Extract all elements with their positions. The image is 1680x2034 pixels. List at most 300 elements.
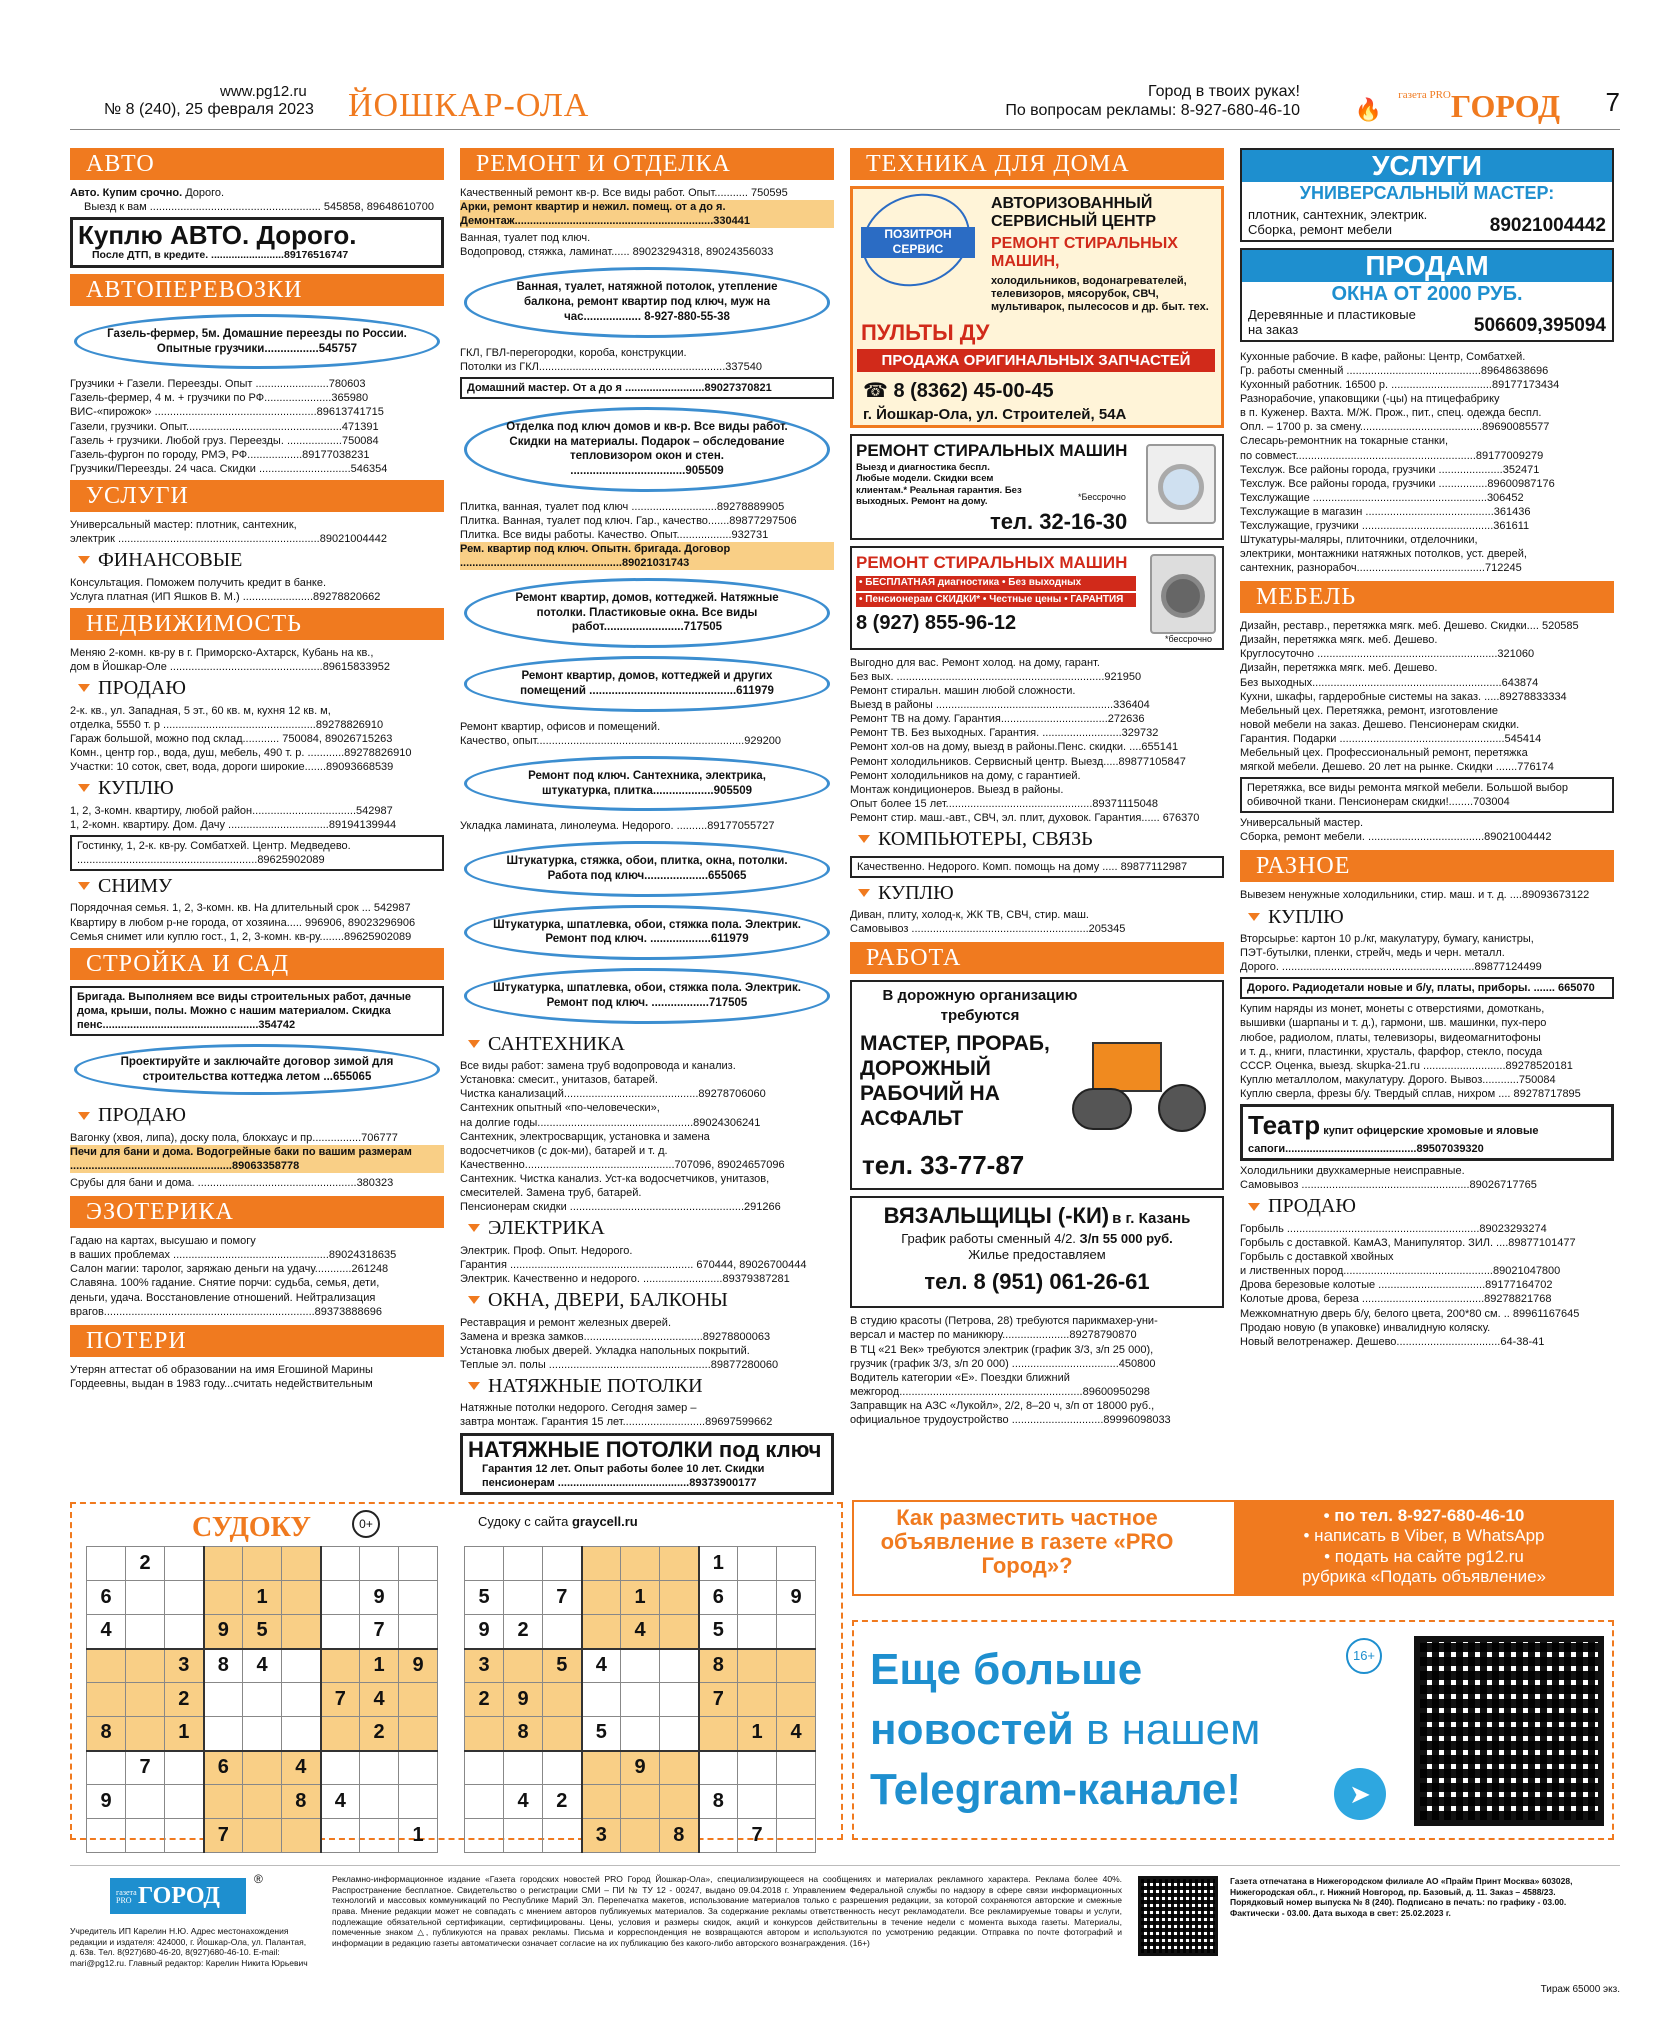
ad-line: Гордеевны, выдан в 1983 году...считать недействительным <box>70 1377 373 1390</box>
ad-line: Мебельный цех. Профессиональный ремонт, перетяжка <box>1240 746 1528 759</box>
master-title: УНИВЕРСАЛЬНЫЙ МАСТЕР: <box>1299 183 1555 203</box>
ad-line: в ваших проблемах ...................................................89024318635 <box>70 1249 397 1262</box>
ad-line: Универсальный мастер: плотник, сантехник, <box>70 518 297 531</box>
ad-line: Ремонт ТВ на дому. Гарантия...................................272636 <box>850 713 1145 726</box>
ad-line: Самовывоз ..........................................................205345 <box>850 923 1126 936</box>
sudoku-cell[interactable] <box>738 1785 777 1819</box>
sudoku-cell: 5 <box>699 1615 738 1649</box>
ad-line: деньги, удача. Восстановление отношений. Нейтрализация <box>70 1291 376 1304</box>
box-title: Куплю АВТО. Дорого. <box>78 220 357 251</box>
ad-line: по совмест...........................................................89177009279 <box>1240 449 1544 462</box>
sudoku-cell[interactable] <box>360 1819 399 1853</box>
ad-line: Ванная, туалет под ключ. <box>460 232 591 245</box>
ad-line: Опыт более 15 лет................................................89371115048 <box>850 797 1159 810</box>
ad-line: Техслуж. Все районы города, грузчики .....................352471 <box>1240 463 1540 476</box>
ad-line: Кухонный работник. 16500 р. .................................89177173434 <box>1240 379 1560 392</box>
oval-ad-transport: Газель-фермер, 5м. Домашние переезды по России. Опытные грузчики.................545757 <box>74 314 440 369</box>
sudoku-cell[interactable] <box>243 1547 282 1581</box>
sudoku-cell[interactable] <box>699 1717 738 1751</box>
knit-city: в г. Казань <box>1112 1210 1191 1228</box>
tg-news: новостей <box>870 1705 1074 1754</box>
ad-line: 2-к. кв., ул. Западная, 5 эт., 60 кв. м, кухня 12 кв. м, <box>70 704 331 717</box>
footer-qr-icon[interactable] <box>1138 1876 1218 1956</box>
sudoku-cell[interactable] <box>777 1785 816 1819</box>
sudoku-cell[interactable] <box>204 1785 243 1819</box>
sudoku-cell[interactable] <box>582 1547 621 1581</box>
sudoku-cell[interactable] <box>543 1819 582 1853</box>
sudoku-cell[interactable] <box>321 1751 360 1785</box>
sudoku-row <box>87 1581 438 1615</box>
section-work: РАБОТА <box>850 942 1224 974</box>
sudoku-cell[interactable] <box>504 1649 543 1683</box>
sudoku-cell[interactable] <box>621 1819 660 1853</box>
oval-ad-cottages: Ремонт квартир, домов, коттеджей и других помещений ..............................................611979 <box>464 656 830 711</box>
ad-line: электрики, монтажники натяжных потолков, уст. дверей, <box>1240 548 1527 561</box>
sudoku-cell[interactable] <box>87 1751 126 1785</box>
oval-ad-plaster-2: Штукатурка, шпатлевка, обои, стяжка пола. Электрик. Ремонт под ключ. ...................611979 <box>464 905 830 960</box>
ad-line: Газель-фургон по городу, РМЭ, РФ..................89177038231 <box>70 448 370 461</box>
sudoku-cell[interactable] <box>399 1751 438 1785</box>
repair-ads-6 <box>460 819 834 833</box>
sudoku-cell[interactable] <box>699 1751 738 1785</box>
windows-lines: Деревянные и пластиковые на заказ <box>1248 307 1416 337</box>
sudoku-cell[interactable] <box>165 1785 204 1819</box>
subsection-rent: СНИМУ <box>70 874 444 900</box>
sudoku-block <box>70 1502 843 1846</box>
footer-copies: Тираж 65000 экз. <box>1540 1984 1620 1995</box>
tg-line-1: Еще больше <box>870 1645 1143 1694</box>
sudoku-cell[interactable] <box>543 1683 582 1717</box>
sudoku-cell[interactable] <box>543 1717 582 1751</box>
sudoku-cell[interactable] <box>777 1649 816 1683</box>
qr-code-icon[interactable] <box>1414 1636 1604 1826</box>
ad-line: Установка любых дверей. Укладка напольных покрытий. <box>460 1344 750 1357</box>
issue-info: № 8 (240), 25 февраля 2023 <box>104 101 314 118</box>
sudoku-row <box>465 1683 816 1717</box>
sudoku-cell[interactable] <box>204 1717 243 1751</box>
ad-line: ПЭТ-бутылки, пленки, стрейч, медь и черн. металл. <box>1240 947 1505 960</box>
sudoku-cell[interactable] <box>360 1785 399 1819</box>
ad-line: Водитель категории «Е». Поездки ближний <box>850 1371 1070 1384</box>
promo-phone[interactable]: • по тел. 8-927-680-46-10 <box>1323 1506 1525 1525</box>
ad-line: Новый велотренажер. Дешево..................................64-38-41 <box>1240 1335 1545 1348</box>
ad-line: Потолки из ГКЛ.............................................................337540 <box>460 360 762 373</box>
ad-line: Участки: 10 соток, свет, вода, дороги широкие.......89093668539 <box>70 760 394 773</box>
sudoku-cell: 9 <box>621 1751 660 1785</box>
job-ads <box>1240 350 1614 575</box>
ad-line: Ремонт хол-ов на дому, выезд в районы.Пенс. скидки. ....655141 <box>850 741 1179 754</box>
age-rating: 0+ <box>352 1510 380 1538</box>
column-1 <box>70 148 444 1391</box>
sudoku-cell[interactable] <box>282 1581 321 1615</box>
slogan-text: Город в твоих руках! <box>1147 83 1300 100</box>
ad-line: Горбыль с доставкой. КамАЗ, Манипулятор. ЗИЛ. ....89877101477 <box>1240 1237 1576 1250</box>
ad-phone: Выезд к вам ........................................................ 545858, 89648610700 <box>84 201 435 214</box>
ad-line: электрик ..................................................................89021004442 <box>70 532 388 545</box>
ad-line: Электрик. Проф. Опыт. Недорого. <box>460 1244 633 1257</box>
ad-line: Все виды работ: замена труб водопровода и канализ. <box>460 1060 736 1073</box>
sudoku-cell[interactable] <box>504 1751 543 1785</box>
sudoku-title: СУДОКУ <box>192 1512 311 1543</box>
ad-line: Вагонку (хвоя, липа), доску пола, блокхаус и пр................706777 <box>70 1131 398 1144</box>
sudoku-cell[interactable] <box>465 1819 504 1853</box>
ad-line: вышивки (шарпаны и т. д.), гармони, шв. машинки, пух-перо <box>1240 1017 1547 1030</box>
sudoku-row <box>465 1547 816 1581</box>
sudoku-cell[interactable] <box>465 1751 504 1785</box>
telegram-banner <box>852 1620 1614 1840</box>
knit-heading <box>860 1202 1214 1230</box>
promo-banner <box>852 1500 1614 1596</box>
sudoku-cell[interactable] <box>582 1751 621 1785</box>
ad-line: Без выходных..............................................................643874 <box>1240 676 1539 689</box>
sudoku-cell: 8 <box>504 1717 543 1751</box>
subsection-windows: ОКНА, ДВЕРИ, БАЛКОНЫ <box>460 1288 834 1314</box>
sudoku-cell[interactable] <box>660 1751 699 1785</box>
oval-ad-turnkey: Ремонт под ключ. Сантехника, электрика, штукатурка, плитка...................905509 <box>464 756 830 811</box>
sudoku-cell: 1 <box>360 1649 399 1683</box>
sudoku-cell[interactable] <box>660 1649 699 1683</box>
header-slogan <box>1005 82 1300 120</box>
ad-washing-2 <box>850 546 1224 650</box>
sudoku-cell[interactable] <box>243 1785 282 1819</box>
box-text: После ДТП, в кредите. .........................89176516747 <box>92 249 349 262</box>
sudoku-cell[interactable] <box>582 1683 621 1717</box>
sudoku-cell: 9 <box>360 1581 399 1615</box>
subsection-sell-2: ПРОДАЮ <box>70 1103 444 1129</box>
sudoku-cell[interactable] <box>738 1683 777 1717</box>
oval-ad-houses: Ремонт квартир, домов, коттеджей. Натяжные потолки. Пластиковые окна. Все виды работ.........................717505 <box>464 578 830 648</box>
buy-ads-4 <box>1240 932 1614 974</box>
sudoku-cell[interactable] <box>243 1819 282 1853</box>
sudoku-cell[interactable] <box>204 1683 243 1717</box>
sudoku-cell[interactable] <box>660 1615 699 1649</box>
sudoku-row <box>87 1751 438 1785</box>
ad-line: Плитка, ванная, туалет под ключ ............................89278889905 <box>460 500 785 513</box>
furniture-ads-2 <box>1240 816 1614 844</box>
ad-line: Вторсырье: картон 10 р./кг, макулатуру, бумагу, канистры, <box>1240 933 1534 946</box>
sudoku-cell[interactable] <box>582 1615 621 1649</box>
ad-highlight-brigade: Рем. квартир под ключ. Опытн. бригада. Договор .....................................................89021031743 <box>460 542 834 570</box>
sudoku-cell[interactable] <box>282 1649 321 1683</box>
sudoku-cell[interactable] <box>321 1649 360 1683</box>
ad-heading: В дорожную организацию требуются <box>882 987 1078 1024</box>
sudoku-cell[interactable] <box>282 1683 321 1717</box>
sudoku-cell[interactable] <box>660 1717 699 1751</box>
ad-line: Реставрация и ремонт железных дверей. <box>460 1316 672 1329</box>
misc-ads <box>1240 888 1614 902</box>
sudoku-cell[interactable] <box>204 1547 243 1581</box>
ad-line: Ремонт холодильников. Сервисный центр. Выезд.....89877105847 <box>850 755 1186 768</box>
sudoku-row <box>465 1751 816 1785</box>
buy-ads-4b <box>1240 1002 1614 1101</box>
sudoku-cell: 4 <box>504 1785 543 1819</box>
sudoku-cell[interactable] <box>282 1615 321 1649</box>
sudoku-cell[interactable] <box>165 1547 204 1581</box>
sudoku-cell: 8 <box>204 1649 243 1683</box>
ad-line: Опл. – 1700 р. за смену........................................89690085577 <box>1240 421 1550 434</box>
ad-box-ceilings <box>460 1433 834 1495</box>
pozitron-phone: ☎ 8 (8362) 45-00-45 <box>863 380 1054 402</box>
subsection-ceilings: НАТЯЖНЫЕ ПОТОЛКИ <box>460 1374 834 1400</box>
ad-line: Плитка. Все виды работы. Качество. Опыт..................932731 <box>460 528 769 541</box>
sudoku-cell[interactable] <box>660 1547 699 1581</box>
services-ads <box>70 518 444 546</box>
ad-box-buy-auto <box>70 217 444 268</box>
ad-line: Мебельный цех. Перетяжка, ремонт, изготовление <box>1240 704 1498 717</box>
ad-line: Салон магии: таролог, заряжаю деньги на удачу............261248 <box>70 1263 389 1276</box>
sudoku-cell[interactable] <box>465 1785 504 1819</box>
ad-line: Дизайн, реставр., перетяжка мягк. меб. Дешево. Скидки.... 520585 <box>1240 620 1579 633</box>
sudoku-cell[interactable] <box>399 1615 438 1649</box>
sudoku-cell: 2 <box>465 1683 504 1717</box>
theater-title: Театр <box>1248 1109 1321 1140</box>
sudoku-cell[interactable] <box>543 1547 582 1581</box>
sudoku-cell[interactable] <box>621 1649 660 1683</box>
realty-ads <box>70 646 444 674</box>
sudoku-cell[interactable] <box>126 1819 165 1853</box>
sudoku-cell: 1 <box>165 1717 204 1751</box>
ad-line: Качественно.................................................707096, 89024657096 <box>460 1158 785 1171</box>
sudoku-cell[interactable] <box>87 1683 126 1717</box>
ad-line: Консультация. Поможем получить кредит в банке. <box>70 576 327 589</box>
ad-line: завтра монтаж. Гарантия 15 лет...........................89697599662 <box>460 1416 773 1429</box>
sudoku-cell[interactable] <box>543 1751 582 1785</box>
subsection-sell-4: ПРОДАЮ <box>1240 1194 1614 1220</box>
ad-line: 1, 2, 3-комн. квартиру, любой район..................................542987 <box>70 804 393 817</box>
ad-line: новой мебели на заказ. Дешево. Пенсионерам скидки. <box>1240 718 1520 731</box>
footer-founder: Учредитель ИП Карелин Н.Ю. Адрес местонахождения редакции и издателя: 424000, г. Йошкар-Ола, ул. Палантая, д. 63в. Тел. 8(927)680-46-20, 8(927)680-46-10. E-mail: mari@pg12.ru. Главный редактор: Карелин Никита Юрьевич <box>70 1926 308 1968</box>
sudoku-cell[interactable] <box>126 1581 165 1615</box>
ad-line: Горбыль с доставкой хвойных <box>1240 1251 1394 1264</box>
ad-line: Водопровод, стяжка, ламинат...... 89023294318, 89024356033 <box>460 246 774 259</box>
sudoku-cell[interactable] <box>660 1785 699 1819</box>
ad-windows <box>1240 248 1614 342</box>
oval-ad-plaster-3: Штукатурка, шпатлевка, обои, стяжка пола. Электрик. Ремонт под ключ. ..................717505 <box>464 968 830 1023</box>
sudoku-cell[interactable] <box>399 1581 438 1615</box>
sudoku-cell[interactable] <box>204 1581 243 1615</box>
finance-ads <box>70 576 444 604</box>
ad-line: Дрова березовые колотые ...................................89177164702 <box>1240 1279 1553 1292</box>
sudoku-cell: 7 <box>321 1683 360 1717</box>
ad-line: врагов.....................................................................89373888696 <box>70 1305 382 1318</box>
sudoku-cell[interactable] <box>321 1581 360 1615</box>
knit-pay: З/п 55 000 руб. <box>1079 1230 1173 1246</box>
ad-line: Меняю 2-комн. кв-ру в г. Приморско-Ахтарск, Кубань на кв., <box>70 646 374 659</box>
ad-line: межгород............................................................89600950298 <box>850 1385 1150 1398</box>
sudoku-cell[interactable] <box>165 1581 204 1615</box>
sudoku-row <box>87 1649 438 1683</box>
ad-title: МАСТЕР, ПРОРАБ, ДОРОЖНЫЙ РАБОЧИЙ НА АСФАЛЬТ <box>860 1031 1050 1131</box>
ad-line: ВИС-«пирожок» .....................................................89613741715 <box>70 406 384 419</box>
ad-line: Славяна. 100% гадание. Снятие порчи: судьба, семья, дети, <box>70 1277 380 1290</box>
sudoku-cell[interactable] <box>582 1581 621 1615</box>
sudoku-row <box>465 1819 816 1853</box>
sudoku-cell[interactable] <box>621 1547 660 1581</box>
ad-line: Купим наряды из монет, монеты с отверстиями, домоткань, <box>1240 1003 1545 1016</box>
section-garden: СТРОЙКА И САД <box>70 948 444 980</box>
sudoku-cell[interactable] <box>621 1717 660 1751</box>
ad-note: *бессрочно <box>1164 634 1212 645</box>
ad-line: и т. д., книги, пластинки, хрусталь, фарфор, стекло, посуда <box>1240 1045 1543 1058</box>
sudoku-cell[interactable] <box>87 1547 126 1581</box>
ad-line: Колотые дрова, береза ........................................89278821768 <box>1240 1293 1552 1306</box>
sudoku-row <box>87 1547 438 1581</box>
sudoku-cell[interactable] <box>738 1547 777 1581</box>
ad-lines: Выезд и диагностика беспл. Любые модели. Скидки всем клиентам.* Реальная гарантия. Без выходных. Ремонт на дому. <box>856 461 1022 507</box>
sudoku-cell[interactable] <box>777 1751 816 1785</box>
sudoku-cell[interactable] <box>243 1717 282 1751</box>
repair-ads-1 <box>460 186 834 200</box>
sudoku-cell: 1 <box>699 1547 738 1581</box>
sudoku-cell[interactable] <box>399 1717 438 1751</box>
telegram-icon[interactable]: ➤ <box>1334 1768 1386 1820</box>
ad-line: Семья снимет или куплю гост., 1, 2, 3-комн. кв-ру........89625902089 <box>70 930 412 943</box>
furniture-ads <box>1240 619 1614 774</box>
sudoku-cell: 1 <box>243 1581 282 1615</box>
sudoku-cell[interactable] <box>465 1717 504 1751</box>
sudoku-cell[interactable] <box>777 1683 816 1717</box>
site-url[interactable]: www.pg12.ru <box>220 83 307 100</box>
sudoku-cell[interactable] <box>321 1615 360 1649</box>
section-furniture: МЕБЕЛЬ <box>1240 581 1614 613</box>
sudoku-cell[interactable] <box>321 1819 360 1853</box>
sudoku-cell[interactable] <box>360 1751 399 1785</box>
sudoku-cell[interactable] <box>126 1649 165 1683</box>
ad-line: Круглосуточно ...........................................................321060 <box>1240 648 1535 661</box>
sudoku-cell[interactable] <box>621 1785 660 1819</box>
ad-line: Газель + грузчики. Любой груз. Переезды. ..................750084 <box>70 434 379 447</box>
sudoku-cell[interactable] <box>504 1819 543 1853</box>
section-services: УСЛУГИ <box>70 480 444 512</box>
ad-line: Ремонт квартир, офисов и помещений. <box>460 720 661 733</box>
sudoku-cell[interactable] <box>504 1547 543 1581</box>
footer-logo-small: газета PRO <box>116 1888 137 1906</box>
brand-line-2: СЕРВИС <box>892 242 944 257</box>
sudoku-cell: 8 <box>699 1649 738 1683</box>
sudoku-cell: 8 <box>87 1717 126 1751</box>
pozitron-h2: РЕМОНТ СТИРАЛЬНЫХ МАШИН, <box>991 235 1178 271</box>
pozitron-h3: холодильников, водонагревателей, телевизоров, мясорубок, СВЧ, мультиварок, пылесосов и др. быт. тех. <box>991 275 1209 314</box>
box-text: Гарантия 12 лет. Опыт работы более 10 лет. Скидки пенсионерам ...........................................89373900177 <box>482 1462 765 1489</box>
sudoku-cell[interactable] <box>126 1785 165 1819</box>
rent-ads <box>70 901 444 943</box>
sudoku-cell[interactable] <box>699 1819 738 1853</box>
sudoku-cell[interactable] <box>282 1717 321 1751</box>
sudoku-cell[interactable] <box>165 1819 204 1853</box>
logo-text: ГОРОД <box>1450 88 1560 124</box>
ad-line: Гараж большой, можно под склад............ 750084, 89026715263 <box>70 732 393 745</box>
ad-line: Электрик. Качественно и недорого. ..........................89379387281 <box>460 1272 790 1285</box>
sudoku-cell[interactable] <box>738 1751 777 1785</box>
ad-text: Дорого. <box>182 187 225 199</box>
sudoku-row <box>465 1717 816 1751</box>
sudoku-cell[interactable] <box>504 1581 543 1615</box>
sudoku-cell[interactable] <box>738 1615 777 1649</box>
sudoku-cell[interactable] <box>399 1683 438 1717</box>
sudoku-cell[interactable] <box>660 1581 699 1615</box>
tg-age-rating: 16+ <box>1346 1638 1382 1674</box>
ad-line: Плитка. Ванная, туалет под ключ. Гар., качество.......89877297506 <box>460 514 797 527</box>
master-phone: 89021004442 <box>1489 215 1606 236</box>
ad-line: Укладка ламината, линолеума. Недорого. ..........89177055727 <box>460 820 775 833</box>
sudoku-cell[interactable] <box>87 1649 126 1683</box>
buy-ads-3 <box>850 908 1224 936</box>
ad-highlight-arches: Арки, ремонт квартир и нежил. помещ. от а до я. Демонтаж.................................................................330441 <box>460 200 834 228</box>
promo-site[interactable]: • подать на сайте pg12.ru <box>1324 1546 1524 1566</box>
sudoku-cell[interactable] <box>321 1717 360 1751</box>
sudoku-cell[interactable] <box>87 1819 126 1853</box>
sudoku-cell[interactable] <box>243 1751 282 1785</box>
ad-line: мягкой мебели. Дешево. 20 лет на рынке. Скидки .......776174 <box>1240 761 1554 774</box>
ad-line: СССР. Оценка, выезд. skupka-21.ru ...........................89278520181 <box>1240 1059 1573 1072</box>
knit-line-2: Жилье предоставляем <box>968 1247 1106 1263</box>
ad-line: любое, радиолом, платы, телевизоры, видеомагнитофоны <box>1240 1031 1541 1044</box>
windows-title: ОКНА ОТ 2000 РУБ. <box>1331 283 1523 305</box>
sudoku-cell: 7 <box>126 1751 165 1785</box>
ad-line: Диван, плиту, холод-к, ЖК ТВ, СВЧ, стир. маш. <box>850 909 1089 922</box>
sudoku-cell[interactable] <box>399 1785 438 1819</box>
sudoku-cell[interactable] <box>321 1547 360 1581</box>
sudoku-cell[interactable] <box>777 1615 816 1649</box>
ad-line: Техслужащие в магазин ..........................................361436 <box>1240 505 1531 518</box>
sudoku-row <box>87 1717 438 1751</box>
sudoku-cell: 3 <box>582 1819 621 1853</box>
sudoku-cell[interactable] <box>282 1819 321 1853</box>
sudoku-cell[interactable] <box>282 1547 321 1581</box>
sudoku-cell[interactable] <box>543 1615 582 1649</box>
sudoku-cell[interactable] <box>777 1547 816 1581</box>
sudoku-cell[interactable] <box>165 1615 204 1649</box>
ad-line: Гарантия. Подарки ......................................................545414 <box>1240 732 1542 745</box>
sudoku-cell: 4 <box>777 1717 816 1751</box>
sudoku-cell[interactable] <box>621 1683 660 1717</box>
ad-line: Горбыль ...............................................................89023293274 <box>1240 1223 1547 1236</box>
sudoku-cell: 8 <box>282 1785 321 1819</box>
section-esoteric: ЭЗОТЕРИКА <box>70 1196 444 1228</box>
sudoku-cell[interactable] <box>165 1751 204 1785</box>
sudoku-cell: 1 <box>738 1717 777 1751</box>
sudoku-cell[interactable] <box>243 1683 282 1717</box>
ad-line: Газели, грузчики. Опыт...................................................471391 <box>70 420 379 433</box>
sudoku-source <box>478 1514 638 1531</box>
sudoku-cell[interactable] <box>126 1717 165 1751</box>
sudoku-cell[interactable] <box>399 1547 438 1581</box>
subsection-buy-4: КУПЛЮ <box>1240 905 1614 931</box>
sudoku-cell[interactable] <box>360 1547 399 1581</box>
ad-line: Куплю сверла, фрезы б/у. Твердый сплав, нихром .... 89278717895 <box>1240 1087 1581 1100</box>
tg-line-3: Telegram-канале! <box>870 1765 1242 1814</box>
ad-line: Утерян аттестат об образовании на имя Егошиной Марины <box>70 1363 373 1376</box>
ad-auto-1 <box>70 186 444 214</box>
sell-header: ПРОДАМ <box>1242 250 1612 282</box>
sudoku-cell[interactable] <box>738 1581 777 1615</box>
sudoku-cell[interactable] <box>777 1819 816 1853</box>
ad-line: официальное трудоустройство ..............................89996098033 <box>850 1413 1171 1426</box>
sudoku-cell[interactable] <box>660 1683 699 1717</box>
sudoku-cell: 5 <box>582 1717 621 1751</box>
sudoku-cell: 2 <box>543 1785 582 1819</box>
ad-line: Без вых. ....................................................................921950 <box>850 671 1142 684</box>
ad-line: Куплю металлолом, макулатуру. Дорого. Вывоз............750084 <box>1240 1073 1556 1086</box>
section-realty: НЕДВИЖИМОСТЬ <box>70 608 444 640</box>
sudoku-cell[interactable] <box>465 1547 504 1581</box>
sudoku-cell[interactable] <box>126 1615 165 1649</box>
sudoku-cell[interactable] <box>738 1649 777 1683</box>
ad-line: Техслужащие, грузчики ...........................................361611 <box>1240 519 1530 532</box>
promo-question: Как разместить частное объявление в газете «PRO Город»? <box>880 1505 1174 1579</box>
sudoku-cell[interactable] <box>126 1683 165 1717</box>
sudoku-cell[interactable] <box>582 1785 621 1819</box>
